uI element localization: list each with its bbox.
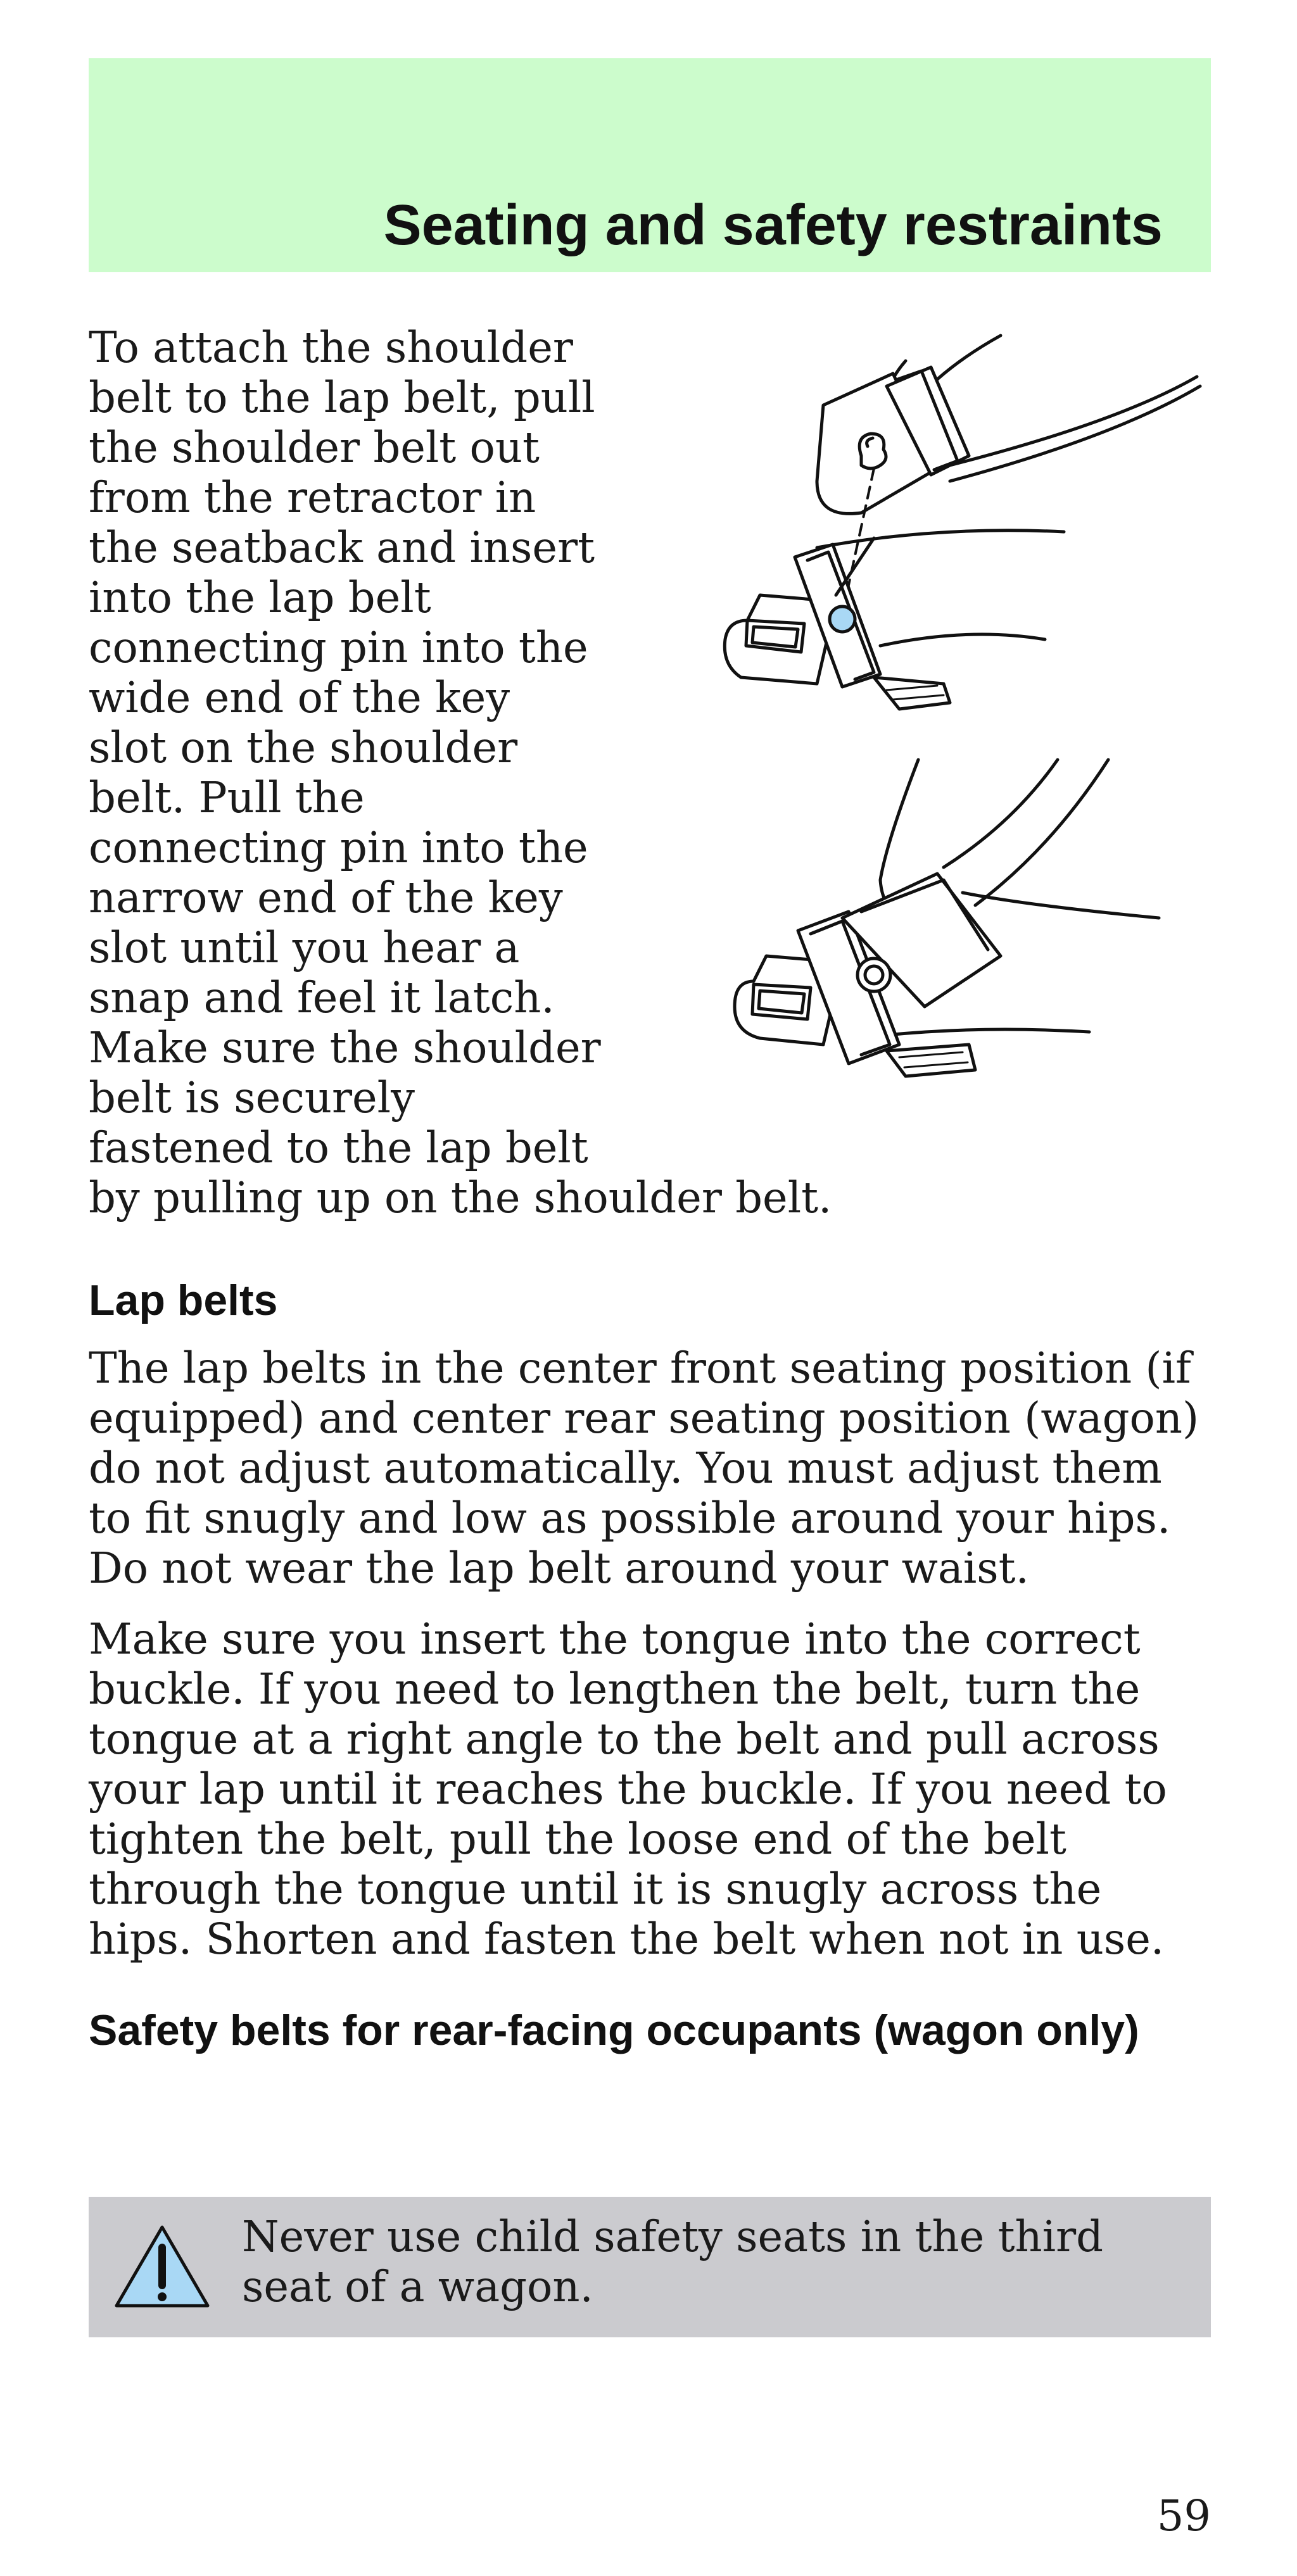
intro-last-line: by pulling up on the shoulder belt. — [89, 1173, 832, 1222]
shoulder-belt-tongue-figure — [817, 336, 1200, 513]
section-title: Seating and safety restraints — [383, 194, 1163, 257]
page-number: 59 — [1156, 2491, 1211, 2541]
section-header-band — [89, 58, 1211, 272]
lap-belts-paragraph-1: The lap belts in the center front seating position (if equipped) and center rear seating position (wagon) do not adjust automatically. You must adjust them to fit snugly and low as possible around your hips. Do not wear the lap belt around your waist. — [89, 1343, 1199, 1593]
warning-triangle-icon — [111, 2222, 213, 2311]
connecting-pin — [830, 606, 855, 632]
lap-belts-paragraph-2: Make sure you insert the tongue into the correct buckle. If you need to lengthen the belt, turn the tongue at a right angle to the belt and pull across your lap until it reaches the buckle. If you need to tighten the belt, pull the loose end of the belt through the tongue until it is snugly across the hips. Shorten and fasten the belt when not in use. — [89, 1614, 1167, 1964]
belt-connection-illustration — [671, 323, 1216, 1127]
rear-facing-heading: Safety belts for rear-facing occupants (wagon only) — [89, 2006, 1139, 2054]
warning-text: Never use child safety seats in the third seat of a wagon. — [242, 2212, 1104, 2311]
intro-text-beside-figure: To attach the shoulder belt to the lap belt, pull the shoulder belt out from the retractor in the seatback and insert into the lap belt connecting pin into the wide end of the key slot on the shoulder belt. Pull the connecting pin into the narrow end of the key slot until you hear a snap and feel it latch. Make sure the shoulder belt is securely fastened to the lap belt — [89, 323, 601, 1172]
lap-belts-heading: Lap belts — [89, 1276, 278, 1324]
warning-box — [89, 2197, 1211, 2337]
lap-belt-tongue-figure — [724, 531, 1064, 709]
assembled-belt-figure — [735, 760, 1159, 1076]
